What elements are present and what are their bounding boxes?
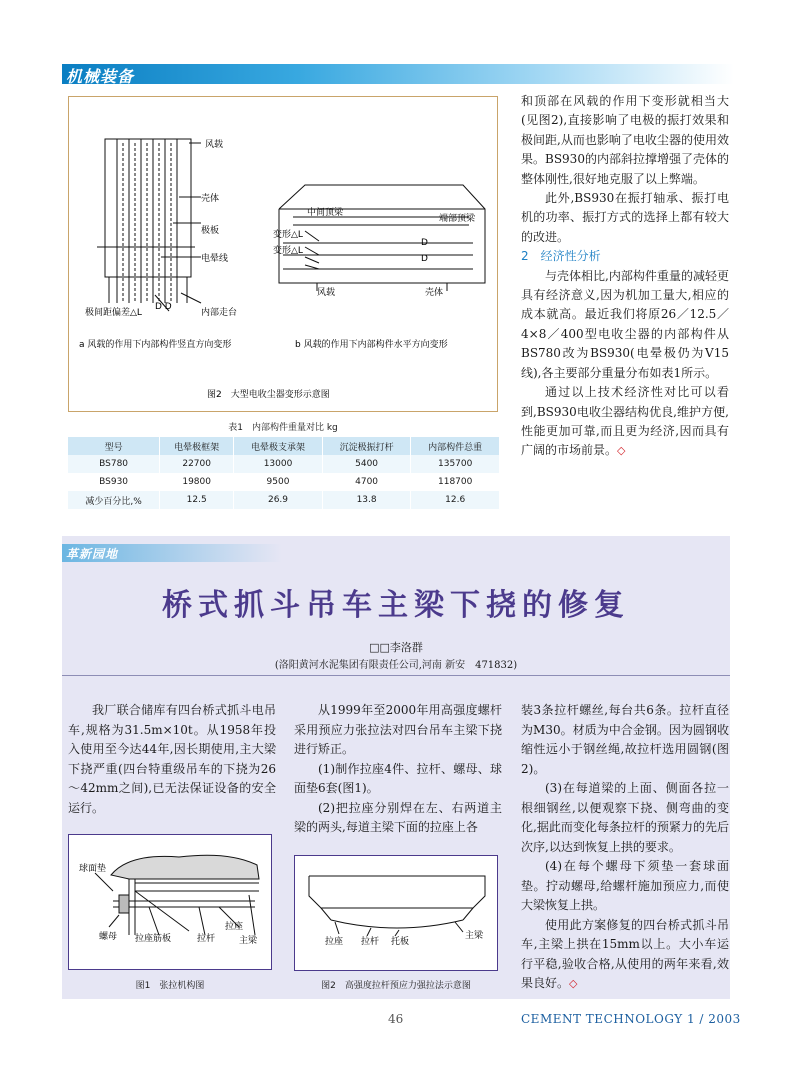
- article-title: 桥式抓斗吊车主梁下挠的修复: [162, 588, 630, 623]
- paragraph: 从1999年至2000年用高强度螺杆采用预应力张拉法对四台吊车主梁下挠进行矫正。: [294, 703, 502, 756]
- section-header-bar: [62, 64, 734, 84]
- end-mark-icon: ◇: [569, 977, 578, 990]
- fig2-label-end-beam: 端部顶梁: [439, 214, 476, 224]
- fig2-label-wire: 电晕线: [201, 254, 229, 264]
- table-cell: 26.9: [234, 491, 323, 509]
- paragraph: (3)在每道梁的上面、侧面各拉一根细钢丝,以便观察下挠、侧弯曲的变化,据此而变化每条拉杆的预紧力的先后次序,以达到恢复上拱的要求。: [521, 781, 729, 854]
- fig2-label-inner-platform: 内部走台: [201, 308, 238, 318]
- table-cell: BS930: [68, 473, 160, 491]
- fig2-label-shell: 壳体: [201, 194, 220, 204]
- paragraph: (2)把拉座分别焊在左、右两道主梁的两头,每道主梁下面的拉座上各: [294, 800, 502, 834]
- article-figure-2: [294, 855, 498, 971]
- table-cell: 12.5: [160, 491, 234, 509]
- fig2-label-gap: 极间距偏差△L: [85, 308, 142, 318]
- table-cell: 4700: [322, 473, 411, 491]
- article-tag: 革新园地: [66, 547, 119, 561]
- journal-name: CEMENT TECHNOLOGY 1 / 2003: [521, 1012, 741, 1026]
- paragraph: 装3条拉杆螺丝,每台共6条。拉杆直径为M30。材质为中合金钢。因为圆钢收缩性远小于钢丝绳,故拉杆选用圆钢(图2)。: [521, 703, 729, 776]
- end-mark-icon: ◇: [617, 444, 626, 458]
- table-header-cell: 电晕极支承架: [234, 437, 323, 455]
- fig2-label-shell-2: 壳体: [425, 288, 444, 298]
- table-1: [68, 437, 500, 509]
- table-cell: 135700: [411, 455, 500, 473]
- page-number: 46: [388, 1012, 404, 1026]
- table-1-title: 表1 内部构件重量对比 kg: [228, 423, 338, 433]
- fig2b-label-seat: 拉座: [325, 937, 344, 947]
- table-cell: 5400: [322, 455, 411, 473]
- table-cell: 19800: [160, 473, 234, 491]
- table-row: [68, 491, 500, 509]
- fig2-label-deform-1: 变形△L: [273, 230, 303, 240]
- fig1-label-nut: 螺母: [99, 932, 118, 942]
- article-author: □□李洛群: [369, 641, 423, 654]
- fig2-caption: 图2 大型电收尘器变形示意图: [207, 390, 330, 400]
- article-column-1: [68, 701, 276, 818]
- fig2-label-dd: D D: [155, 302, 172, 312]
- fig1-label-seat-plate: 拉座筋板: [135, 934, 172, 944]
- fig1-label-ball: 球面垫: [79, 864, 107, 874]
- paragraph: 使用此方案修复的四台桥式抓斗吊车,主梁上拱在15mm以上。大小车运行平稳,验收合格,从使用的两年来看,效果良好。: [521, 917, 729, 990]
- fig1-label-seat: 拉座: [225, 922, 244, 932]
- table-header-cell: 沉淀极振打杆: [322, 437, 411, 455]
- table-cell: 13.8: [322, 491, 411, 509]
- table-row: [68, 473, 500, 491]
- table-cell: BS780: [68, 455, 160, 473]
- fig1-label-beam: 主梁: [239, 936, 258, 946]
- section-heading: 2 经济性分析: [521, 249, 601, 264]
- fig2-label-wind-2: 风载: [317, 288, 336, 298]
- section-header-title: 机械装备: [66, 67, 135, 86]
- article-figure-1: [68, 834, 272, 970]
- article-column-3: [521, 701, 729, 994]
- table-header-cell: 电晕极框架: [160, 437, 234, 455]
- fig2-label-d2: D: [421, 254, 428, 264]
- table-header-cell: 内部构件总重: [411, 437, 500, 455]
- table-cell: 9500: [234, 473, 323, 491]
- fig2-label-mid-beam: 中间顶梁: [307, 208, 344, 218]
- paragraph: 和顶部在风载的作用下变形就相当大(见图2),直接影响了电极的振打效果和极间距,从而也影响了电收尘器的使用效果。BS930的内部斜拉撑增强了壳体的整体刚性,很好地克服了以上弊端。: [521, 94, 729, 186]
- divider: [62, 675, 730, 676]
- fig2b-drawing: [295, 856, 499, 972]
- fig1-caption: 图1 张拉机构图: [135, 981, 205, 991]
- fig2b-caption: 图2 高强度拉杆预应力强拉法示意图: [321, 981, 471, 991]
- table-cell: 22700: [160, 455, 234, 473]
- paragraph: 通过以上技术经济性对比可以看到,BS930电收尘器结构优良,维护方便,性能更加可靠,而且更为经济,因而具有广阔的市场前景。: [521, 385, 729, 458]
- fig2-label-wind: 风载: [205, 140, 224, 150]
- article-column-2: [294, 701, 502, 838]
- paragraph: (1)制作拉座4件、拉杆、螺母、球面垫6套(图1)。: [294, 761, 502, 795]
- figure-2-drawing: [69, 97, 499, 413]
- fig2b-label-rod: 拉杆: [361, 937, 380, 947]
- figure-2-box: [68, 96, 498, 412]
- article-affiliation: (洛阳黄河水泥集团有限责任公司,河南 新安 471832): [274, 660, 518, 671]
- table-cell: 13000: [234, 455, 323, 473]
- paragraph: (4)在每个螺母下须垫一套球面垫。拧动螺母,给螺杆施加预应力,而使大梁恢复上拱。: [521, 859, 729, 912]
- paragraph: 与壳体相比,内部构件重量的减轻更具有经济意义,因为机加工量大,相应的成本就高。最近我们将原26／12.5／4×8／400型电收尘器的内部构件从BS780改为BS930(电晕极仍为V15线),各主要部分重量分布如表1所示。: [521, 268, 729, 380]
- table-header-cell: 型号: [68, 437, 160, 455]
- fig2b-label-beam: 主梁: [465, 931, 484, 941]
- paragraph: 此外,BS930在振打轴承、振打电机的功率、振打方式的选择上都有较大的改进。: [521, 191, 729, 244]
- table-row: [68, 455, 500, 473]
- table-header-row: [68, 437, 500, 455]
- fig2-subcaption-a: a 风载的作用下内部构件竖直方向变形: [79, 340, 232, 350]
- fig2b-label-support: 托板: [391, 937, 410, 947]
- fig2-subcaption-b: b 风载的作用下内部构件水平方向变形: [295, 340, 448, 350]
- fig1-drawing: [69, 835, 273, 971]
- fig1-label-rod: 拉杆: [197, 934, 216, 944]
- fig2-label-plate: 极板: [201, 226, 220, 236]
- fig2-label-d1: D: [421, 238, 428, 248]
- table-cell: 118700: [411, 473, 500, 491]
- table-cell: 减少百分比,%: [68, 491, 160, 509]
- right-column-text: [521, 92, 729, 461]
- fig2-label-deform-2: 变形△L: [273, 246, 303, 256]
- table-cell: 12.6: [411, 491, 500, 509]
- paragraph: 我厂联合储库有四台桥式抓斗电吊车,规格为31.5m×10t。从1958年投入使用至今达44年,因长期使用,主大梁下挠严重(四台特重级吊车的下挠为26～42mm之间),已无法保证设备的安全运行。: [68, 703, 276, 815]
